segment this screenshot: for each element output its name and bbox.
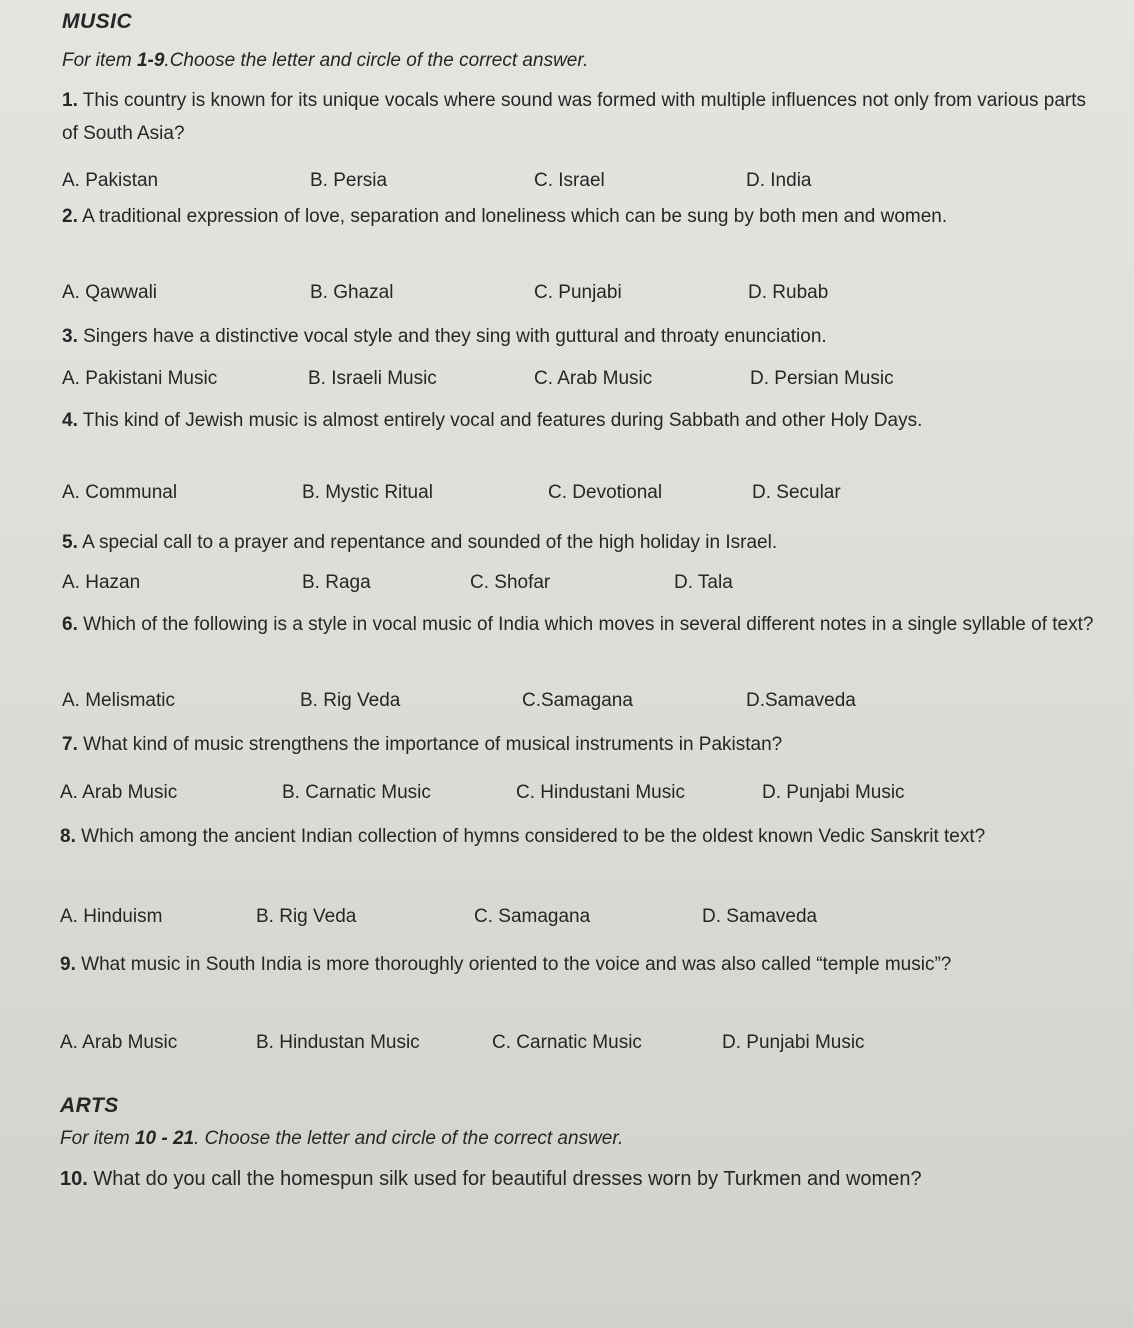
instruction-rest: . Choose the letter and circle of the correct answer. <box>194 1128 624 1149</box>
option-d[interactable]: D. Secular <box>752 482 841 503</box>
option-c[interactable]: C. Israel <box>534 170 605 191</box>
question-number: 3. <box>62 326 78 347</box>
option-a[interactable]: A. Qawwali <box>62 282 158 303</box>
question-number: 5. <box>62 532 78 553</box>
option-d[interactable]: D. Punjabi Music <box>762 782 905 803</box>
option-a[interactable]: A. Arab Music <box>60 782 178 803</box>
option-a[interactable]: A. Melismatic <box>62 690 175 711</box>
question-2-options <box>62 282 1062 310</box>
option-c[interactable]: C. Shofar <box>470 572 551 593</box>
option-a[interactable]: A. Pakistan <box>62 170 159 191</box>
option-a[interactable]: A. Hazan <box>62 572 141 593</box>
option-a[interactable]: A. Communal <box>62 482 178 503</box>
question-5-options <box>62 572 1062 600</box>
question-3 <box>62 320 1102 353</box>
question-number: 9. <box>60 954 76 975</box>
option-b[interactable]: B. Rig Veda <box>300 690 401 711</box>
option-a[interactable]: A. Pakistani Music <box>62 368 218 389</box>
question-8-options <box>60 906 1060 934</box>
option-c[interactable]: C.Samagana <box>522 690 633 711</box>
music-instructions <box>62 50 588 72</box>
question-2 <box>62 200 1102 233</box>
question-7 <box>62 728 1102 761</box>
question-3-options <box>62 368 1062 396</box>
arts-instructions <box>60 1128 623 1150</box>
option-d[interactable]: D. Samaveda <box>702 906 818 927</box>
question-6 <box>62 608 1102 641</box>
music-section-title: MUSIC <box>62 10 133 33</box>
question-text: This country is known for its unique vocals where sound was formed with multiple influences not only from various parts of South Asia? <box>62 90 1087 144</box>
question-number: 6. <box>62 614 78 635</box>
question-text: What do you call the homespun silk used for beautiful dresses worn by Turkmen and women? <box>87 1168 922 1190</box>
option-b[interactable]: B. Persia <box>310 170 388 191</box>
option-c[interactable]: C. Carnatic Music <box>492 1032 642 1053</box>
option-b[interactable]: B. Hindustan Music <box>256 1032 420 1053</box>
option-d[interactable]: D. Punjabi Music <box>722 1032 865 1053</box>
instruction-range: 1-9 <box>136 50 165 71</box>
question-10 <box>60 1168 922 1191</box>
option-a[interactable]: A. Hinduism <box>60 906 163 927</box>
question-text: A special call to a prayer and repentance and sounded of the high holiday in Israel. <box>77 532 778 553</box>
question-8 <box>60 820 1100 853</box>
question-4 <box>62 404 1102 437</box>
question-text: A traditional expression of love, separation and loneliness which can be sung by both men and women. <box>77 206 948 227</box>
question-9 <box>60 948 1100 981</box>
option-b[interactable]: B. Israeli Music <box>308 368 437 389</box>
question-7-options <box>60 782 1060 810</box>
option-c[interactable]: C. Hindustani Music <box>516 782 685 803</box>
option-d[interactable]: D. Rubab <box>748 282 829 303</box>
option-c[interactable]: C. Devotional <box>548 482 663 503</box>
question-number: 4. <box>62 410 78 431</box>
instruction-range: 10 - 21 <box>134 1128 195 1149</box>
option-b[interactable]: B. Carnatic Music <box>282 782 431 803</box>
question-number: 10. <box>60 1168 88 1190</box>
question-text: Which of the following is a style in vocal music of India which moves in several different notes in a single syllable of text? <box>77 614 1094 635</box>
option-d[interactable]: D. Persian Music <box>750 368 894 389</box>
question-text: Which among the ancient Indian collection of hymns considered to be the oldest known Vedic Sanskrit text? <box>75 826 986 847</box>
instruction-prefix: For item <box>62 50 137 71</box>
instruction-rest: .Choose the letter and circle of the correct answer. <box>164 50 589 71</box>
option-a[interactable]: A. Arab Music <box>60 1032 178 1053</box>
option-d[interactable]: D. India <box>746 170 812 191</box>
instruction-prefix: For item <box>60 1128 135 1149</box>
option-c[interactable]: C. Arab Music <box>534 368 653 389</box>
question-9-options <box>60 1032 1060 1060</box>
option-c[interactable]: C. Punjabi <box>534 282 622 303</box>
question-6-options <box>62 690 1062 718</box>
question-1-options <box>62 170 1062 198</box>
question-4-options <box>62 482 1062 510</box>
question-number: 2. <box>62 206 78 227</box>
option-d[interactable]: D. Tala <box>674 572 733 593</box>
question-text: What music in South India is more thoroughly oriented to the voice and was also called “temple music”? <box>75 954 952 975</box>
option-b[interactable]: B. Mystic Ritual <box>302 482 433 503</box>
question-number: 8. <box>60 826 76 847</box>
question-text: What kind of music strengthens the importance of musical instruments in Pakistan? <box>77 734 783 755</box>
question-text: This kind of Jewish music is almost entirely vocal and features during Sabbath and other Holy Days. <box>77 410 923 431</box>
option-b[interactable]: B. Ghazal <box>310 282 394 303</box>
question-number: 7. <box>62 734 78 755</box>
option-b[interactable]: B. Raga <box>302 572 371 593</box>
question-5 <box>62 526 1102 559</box>
arts-section-title: ARTS <box>60 1094 119 1117</box>
question-number: 1. <box>62 90 78 111</box>
option-b[interactable]: B. Rig Veda <box>256 906 357 927</box>
option-c[interactable]: C. Samagana <box>474 906 591 927</box>
option-d[interactable]: D.Samaveda <box>746 690 856 711</box>
question-text: Singers have a distinctive vocal style and they sing with guttural and throaty enunciation. <box>77 326 827 347</box>
question-1 <box>62 84 1102 150</box>
